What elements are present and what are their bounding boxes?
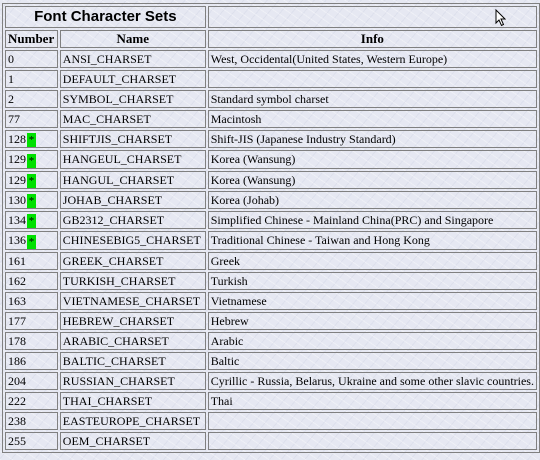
number-value: 128: [8, 132, 26, 146]
number-value: 161: [8, 253, 26, 268]
name-cell: HANGUL_CHARSET: [60, 171, 206, 189]
number-value: 129: [8, 172, 26, 187]
table-row: [5, 90, 537, 108]
number-value: 134: [8, 213, 26, 227]
number-cell: [5, 352, 58, 370]
name-cell: OEM_CHARSET: [60, 432, 206, 450]
table-row: [5, 191, 537, 209]
table-row: [5, 272, 537, 290]
title-blank-cell: [208, 6, 537, 28]
number-value: 255: [8, 433, 26, 448]
double-byte-star-marker: *: [28, 195, 35, 207]
number-cell: [5, 90, 58, 108]
info-cell: Simplified Chinese - Mainland China(PRC) and Singapore: [208, 211, 537, 229]
name-cell: BALTIC_CHARSET: [60, 352, 206, 370]
name-cell: GB2312_CHARSET: [60, 211, 206, 229]
number-value: 186: [8, 353, 26, 368]
number-value: 178: [8, 333, 26, 348]
charset-table: [2, 3, 540, 453]
double-byte-star-marker: *: [28, 174, 35, 187]
info-cell: [208, 432, 537, 450]
info-cell: Thai: [208, 392, 537, 410]
number-cell: [5, 412, 58, 430]
number-cell: [5, 372, 58, 390]
table-row: [5, 372, 537, 390]
number-cell: [5, 292, 58, 310]
number-cell: [5, 171, 58, 189]
table-row: [5, 110, 537, 128]
name-cell: HANGEUL_CHARSET: [60, 150, 206, 168]
info-cell: West, Occidental(United States, Western Europe): [208, 50, 537, 68]
double-byte-star-marker: *: [28, 134, 35, 147]
name-cell: CHINESEBIG5_CHARSET: [60, 231, 206, 249]
table-row: [5, 432, 537, 450]
name-cell: RUSSIAN_CHARSET: [60, 372, 206, 390]
info-cell: [208, 70, 537, 88]
name-cell: SHIFTJIS_CHARSET: [60, 130, 206, 148]
header-row: [5, 30, 537, 48]
info-cell: Vietnamese: [208, 292, 537, 310]
info-cell: [208, 412, 537, 430]
number-cell: [5, 252, 58, 270]
mouse-pointer-icon: [495, 9, 507, 27]
header-info: Info: [208, 30, 537, 48]
table-row: [5, 332, 537, 350]
table-row: [5, 171, 537, 189]
number-value: 77: [8, 112, 20, 126]
number-value: 222: [8, 393, 26, 408]
header-number: Number: [5, 30, 58, 48]
info-cell: Hebrew: [208, 312, 537, 330]
number-cell: [5, 272, 58, 290]
double-byte-star-marker: *: [28, 235, 35, 248]
table-row: [5, 392, 537, 410]
number-cell: [5, 332, 58, 350]
info-cell: Arabic: [208, 332, 537, 350]
name-cell: HEBREW_CHARSET: [60, 312, 206, 330]
number-value: 162: [8, 273, 26, 288]
name-cell: TURKISH_CHARSET: [60, 272, 206, 290]
name-cell: ARABIC_CHARSET: [60, 332, 206, 350]
table-row: [5, 231, 537, 249]
number-value: 204: [8, 373, 26, 388]
info-cell: Baltic: [208, 352, 537, 370]
name-cell: ANSI_CHARSET: [60, 50, 206, 68]
double-byte-star-marker: *: [28, 154, 35, 167]
table-row: [5, 312, 537, 330]
number-cell: [5, 150, 58, 168]
number-cell: [5, 191, 58, 209]
number-value: 130: [8, 192, 26, 207]
number-value: 2: [8, 92, 14, 106]
number-value: 163: [8, 293, 26, 308]
info-cell: Shift-JIS (Japanese Industry Standard): [208, 130, 537, 148]
info-cell: Standard symbol charset: [208, 90, 537, 108]
number-value: 136: [8, 233, 26, 248]
number-cell: [5, 70, 58, 88]
info-cell: Macintosh: [208, 110, 537, 128]
number-value: 1: [8, 72, 14, 86]
number-cell: [5, 432, 58, 450]
table-row: [5, 150, 537, 168]
table-row: [5, 50, 537, 68]
number-value: 238: [8, 413, 26, 428]
number-cell: [5, 231, 58, 249]
name-cell: JOHAB_CHARSET: [60, 191, 206, 209]
title-row: [5, 6, 537, 28]
info-cell: Turkish: [208, 272, 537, 290]
number-cell: [5, 130, 58, 148]
info-cell: Korea (Wansung): [208, 171, 537, 189]
table-row: [5, 211, 537, 229]
name-cell: GREEK_CHARSET: [60, 252, 206, 270]
number-cell: [5, 211, 58, 229]
double-byte-star-marker: *: [28, 215, 35, 228]
info-cell: Cyrillic - Russia, Belarus, Ukraine and some other slavic countries.: [208, 372, 537, 390]
table-row: [5, 352, 537, 370]
number-cell: [5, 110, 58, 128]
number-cell: [5, 312, 58, 330]
table-row: [5, 292, 537, 310]
name-cell: THAI_CHARSET: [60, 392, 206, 410]
charset-page: [2, 3, 540, 453]
name-cell: EASTEUROPE_CHARSET: [60, 412, 206, 430]
table-title: Font Character Sets: [5, 6, 206, 28]
number-value: 129: [8, 152, 26, 167]
name-cell: MAC_CHARSET: [60, 110, 206, 128]
name-cell: DEFAULT_CHARSET: [60, 70, 206, 88]
table-row: [5, 130, 537, 148]
table-row: [5, 70, 537, 88]
number-cell: [5, 50, 58, 68]
info-cell: Korea (Wansung): [208, 150, 537, 168]
header-name: Name: [60, 30, 206, 48]
name-cell: VIETNAMESE_CHARSET: [60, 292, 206, 310]
info-cell: Korea (Johab): [208, 191, 537, 209]
table-row: [5, 252, 537, 270]
table-row: [5, 412, 537, 430]
name-cell: SYMBOL_CHARSET: [60, 90, 206, 108]
number-value: 0: [8, 52, 14, 66]
number-cell: [5, 392, 58, 410]
info-cell: Traditional Chinese - Taiwan and Hong Kong: [208, 231, 537, 249]
info-cell: Greek: [208, 252, 537, 270]
number-value: 177: [8, 313, 26, 328]
